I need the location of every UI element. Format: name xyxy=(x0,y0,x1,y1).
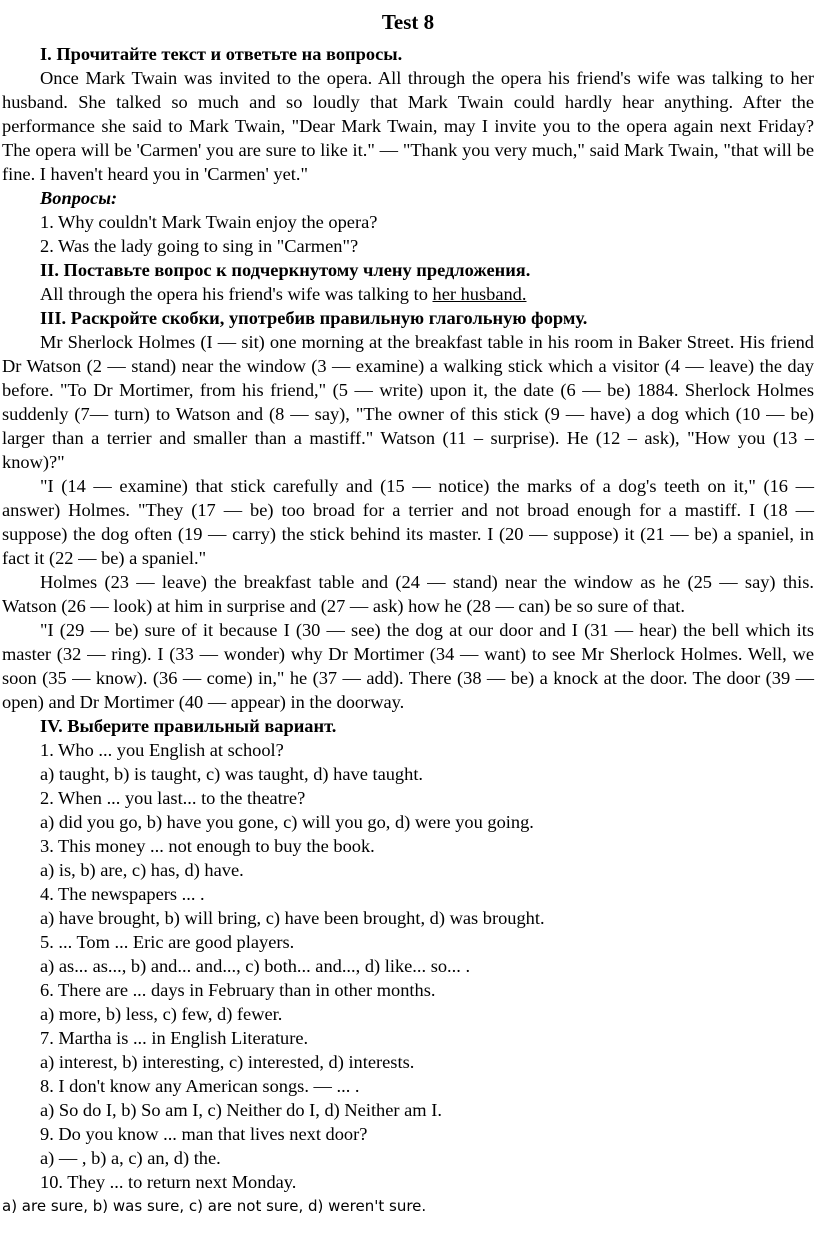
sentence-text: All through the opera his friend's wife was talking to xyxy=(40,284,433,304)
section-3-heading: III. Раскройте скобки, употребив правильную глагольную форму. xyxy=(40,308,588,328)
test-question: 3. This money ... not enough to buy the book. xyxy=(40,836,375,856)
document-body xyxy=(2,42,814,1218)
test-options: a) more, b) less, c) few, d) fewer. xyxy=(40,1004,283,1024)
test-options: a) taught, b) is taught, c) was taught, d) have taught. xyxy=(40,764,424,784)
test-question: 6. There are ... days in February than in other months. xyxy=(40,980,436,1000)
section-4-heading: IV. Выберите правильный вариант. xyxy=(40,716,337,736)
test-question: 2. When ... you last... to the theatre? xyxy=(40,788,306,808)
section-2-sentence xyxy=(2,282,814,306)
question-item: 2. Was the lady going to sing in "Carmen"? xyxy=(40,236,359,256)
test-options: a) So do I, b) So am I, c) Neither do I, d) Neither am I. xyxy=(40,1100,442,1120)
section-3-paragraph: Mr Sherlock Holmes (I — sit) one morning at the breakfast table in his room in Baker Street. His friend Dr Watson (2 — stand) near the window (3 — examine) a walking stick which a visitor (4 — leave) the day before. "To Dr Mortimer, from his friend," (5 — write) upon it, the date (6 — be) 1884. Sherlock Holmes suddenly (7— turn) to Watson and (8 — say), "The owner of this stick (9 — have) a dog which (10 — be) larger than a terrier and smaller than a mastiff." Watson (11 – surprise). He (12 – ask), "How you (13 – know)?" xyxy=(2,332,814,472)
section-1-text: Once Mark Twain was invited to the opera. All through the opera his friend's wife was talking to her husband. She talked so much and so loudly that Mark Twain could hardly hear anything. After the performance she said to Mark Twain, "Dear Mark Twain, may I invite you to the opera again next Friday? The opera will be 'Carmen' you are sure to like it." — "Thank you very much," said Mark Twain, "that will be fine. I haven't heard you in 'Carmen' yet." xyxy=(2,68,814,184)
test-options: a) — , b) a, c) an, d) the. xyxy=(40,1148,221,1168)
test-question: 1. Who ... you English at school? xyxy=(40,740,284,760)
test-options: a) have brought, b) will bring, c) have been brought, d) was brought. xyxy=(40,908,545,928)
test-options: a) are sure, b) was sure, c) are not sure, d) weren't sure. xyxy=(2,1197,427,1215)
test-question: 4. The newspapers ... . xyxy=(40,884,205,904)
test-question: 8. I don't know any American songs. — ... . xyxy=(40,1076,360,1096)
section-2-heading: II. Поставьте вопрос к подчеркнутому члену предложения. xyxy=(40,260,531,280)
test-options: a) is, b) are, c) has, d) have. xyxy=(40,860,244,880)
test-question: 7. Martha is ... in English Literature. xyxy=(40,1028,309,1048)
section-3-paragraph: Holmes (23 — leave) the breakfast table and (24 — stand) near the window as he (25 — say) this. Watson (26 — look) at him in surprise and (27 — ask) how he (28 — can) be so sure of that. xyxy=(2,572,814,616)
section-3-paragraph: "I (14 — examine) that stick carefully and (15 — notice) the marks of a dog's teeth on it," (16 — answer) Holmes. "They (17 — be) too broad for a terrier and not broad enough for a mastiff. I (18 — suppose) the dog often (19 — carry) the stick behind its master. I (20 — suppose) it (21 — be) a spaniel, in fact it (22 — be) a spaniel." xyxy=(2,476,814,568)
test-options: a) interest, b) interesting, c) interested, d) interests. xyxy=(40,1052,415,1072)
test-options: a) as... as..., b) and... and..., c) both... and..., d) like... so... . xyxy=(40,956,471,976)
test-question: 10. They ... to return next Monday. xyxy=(40,1172,297,1192)
page-title: Test 8 xyxy=(381,10,435,34)
test-question: 5. ... Tom ... Eric are good players. xyxy=(40,932,295,952)
section-3-paragraph: "I (29 — be) sure of it because I (30 — see) the dog at our door and I (31 — hear) the bell which its master (32 — ring). I (33 — wonder) why Dr Mortimer (34 — want) to see Mr Sherlock Holmes. Well, we soon (35 — know). (36 — come) in," he (37 — add). There (38 — be) a knock at the door. The door (39 — open) and Dr Mortimer (40 — appear) in the doorway. xyxy=(2,620,814,712)
test-question: 9. Do you know ... man that lives next door? xyxy=(40,1124,368,1144)
question-item: 1. Why couldn't Mark Twain enjoy the opera? xyxy=(40,212,378,232)
questions-label: Вопросы: xyxy=(40,188,118,208)
underlined-member: her husband. xyxy=(432,284,527,304)
section-1-heading: I. Прочитайте текст и ответьте на вопросы. xyxy=(40,44,403,64)
test-options: a) did you go, b) have you gone, c) will you go, d) were you going. xyxy=(40,812,534,832)
